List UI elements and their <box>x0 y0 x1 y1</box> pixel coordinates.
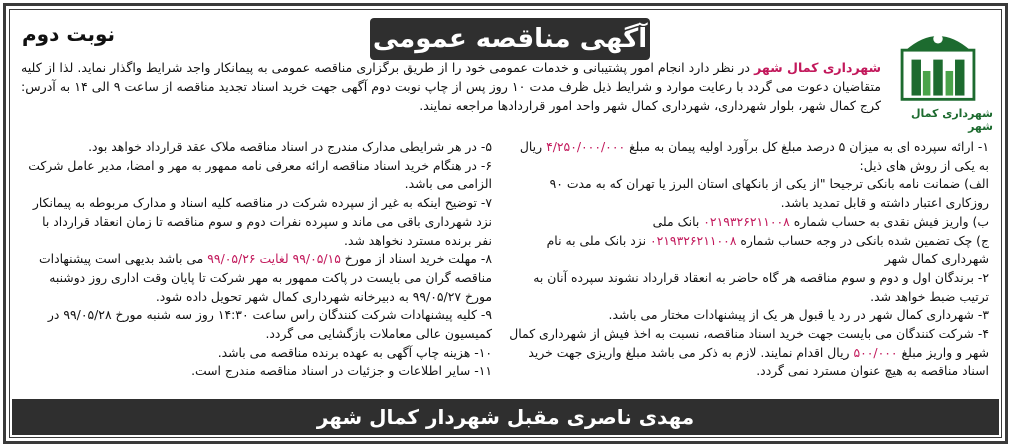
condition-item <box>509 175 989 212</box>
condition-item <box>22 250 492 306</box>
condition-item <box>22 138 492 157</box>
conditions-right-column <box>509 138 989 381</box>
condition-suffix: می باشد بدیهی است پیشنهادات مناقصه گران می بایست در پاکت ممهور به مهر شرکت تا پایان وقت اداری روز دوشنبه مورخ ۹۹/۰۵/۲۷ به دبیرخانه شهرداری کمال شهر تحویل داده شود. <box>38 251 492 304</box>
condition-item <box>509 306 989 325</box>
condition-prefix: ۱۱- سایر اطلاعات و جزئیات در اسناد مناقصه مندرج است. <box>191 363 492 379</box>
condition-item <box>22 344 492 363</box>
condition-item <box>509 269 989 306</box>
condition-prefix: ۵- در هر شرایطی مدارک مندرج در اسناد مناقصه ملاک عقد قرارداد خواهد بود. <box>88 139 492 154</box>
condition-prefix: ج) چک تضمین شده بانکی در وجه حساب شماره <box>736 232 989 248</box>
condition-item <box>22 157 492 194</box>
condition-suffix: نزد بانک ملی به نام شهرداری کمال شهر <box>546 232 989 267</box>
condition-red: ۴/۲۵۰/۰۰۰/۰۰۰ <box>546 139 626 154</box>
condition-item <box>509 232 989 269</box>
condition-item <box>509 213 989 232</box>
condition-prefix: ۷- توضیح اینکه به غیر از سپرده شرکت در مناقصه کلیه اسناد و مدارک مربوطه به پیمانکار نزد شهرداری باقی می ماند و سپرده نفرات دوم و سوم مناقصه تا زمان انعقاد قرارداد با نفر برنده مسترد نخواهد شد. <box>32 195 492 248</box>
condition-red: ۵۰۰/۰۰۰ <box>853 344 898 360</box>
condition-item <box>22 306 492 343</box>
condition-item <box>22 362 492 381</box>
condition-prefix: ۱- ارائه سپرده ای به میزان ۵ درصد مبلغ کل برآورد اولیه پیمان به مبلغ <box>625 139 989 154</box>
logo-caption: شهرداری کمال شهر <box>910 107 993 133</box>
intro-text: در نظر دارد انجام امور پشتیبانی و خدمات عمومی خود را از طریق برگزاری مناقصه عمومی به پیمانکار واجد شرایط واگذار نماید. لذا از کلیه متقاضیان دعوت می گردد با رعایت موارد و شرایط ذیل ظرف مدت ۱۰ روز پس از چاپ نوبت دوم آگهی جهت خرید اسناد تجدید مناقصه از ساعت ۹ الی ۱۴ به آدرس: کرج کمال شهر، بلوار شهرداری، شهرداری کمال شهر واحد امور قراردادها مراجعه نمایند. <box>21 60 881 113</box>
condition-red: ۹۹/۰۵/۱۵ لغایت ۹۹/۰۵/۲۶ <box>207 251 341 267</box>
condition-prefix: ۴- شرکت کنندگان می بایست جهت خرید اسناد مناقصه، نسبت به اخذ فیش از شهرداری کمال شهر و واریز مبلغ <box>509 326 989 360</box>
condition-prefix: ب) واریز فیش نقدی به حساب شماره <box>789 213 989 229</box>
condition-red: ۰۲۱۹۳۲۶۲۱۱۰۰۸ <box>703 213 790 229</box>
condition-item <box>509 325 989 381</box>
signature-text: مهدی ناصری مقبل شهردار کمال شهر <box>316 405 695 429</box>
condition-prefix: ۲- برندگان اول و دوم و سوم مناقصه هر گاه حاضر به انعقاد قرارداد نشوند سپرده آنان به ترتیب ضبط خواهد شد. <box>533 269 989 304</box>
condition-suffix: ریال به یکی از روش های ذیل: <box>519 139 989 173</box>
organization-name: شهرداری کمال شهر <box>754 60 881 75</box>
logo <box>883 18 993 133</box>
edition-label: نوبت دوم <box>22 22 116 46</box>
condition-prefix: ۸- مهلت خرید اسناد از مورخ <box>340 251 492 267</box>
condition-prefix: الف) ضمانت نامه بانکی ترجیحا "از یکی از بانکهای استان البرز یا تهران که به مدت ۹۰ روزکاری اعتبار داشته و قابل تمدید باشد. <box>549 176 989 211</box>
page-title: آگهی مناقصه عمومی <box>372 24 648 54</box>
condition-item <box>22 194 492 250</box>
condition-prefix: ۹- کلیه پیشنهادات شرکت کنندگان راس ساعت ۱۴:۳۰ روز سه شنبه مورخ ۹۹/۰۵/۲۸ در کمیسیون عالی معاملات بازگشایی می گردد. <box>47 307 492 342</box>
signature-banner <box>12 399 999 435</box>
condition-prefix: ۱۰- هزینه چاپ آگهی به عهده برنده مناقصه می باشد. <box>217 344 492 360</box>
intro-paragraph <box>21 58 881 115</box>
condition-suffix: ریال اقدام نمایند. لازم به ذکر می باشد مبلغ واریزی جهت خرید اسناد مناقصه به هیچ عنوان مسترد نمی گردد. <box>528 344 989 379</box>
title-banner <box>370 18 650 60</box>
condition-suffix: بانک ملی <box>652 213 704 229</box>
condition-prefix: ۳- شهرداری کمال شهر در رد یا قبول هر یک از پیشنهادات مختار می باشد. <box>608 307 989 323</box>
condition-prefix: ۶- در هنگام خرید اسناد مناقصه ارائه معرفی نامه ممهور به مهر و امضا، مدیر عامل شرکت الزامی می باشد. <box>28 157 492 192</box>
conditions-left-column <box>22 138 492 381</box>
municipality-emblem-icon <box>890 18 986 105</box>
condition-red: ۰۲۱۹۳۲۶۲۱۱۰۰۸ <box>649 232 737 248</box>
condition-item <box>509 138 989 175</box>
